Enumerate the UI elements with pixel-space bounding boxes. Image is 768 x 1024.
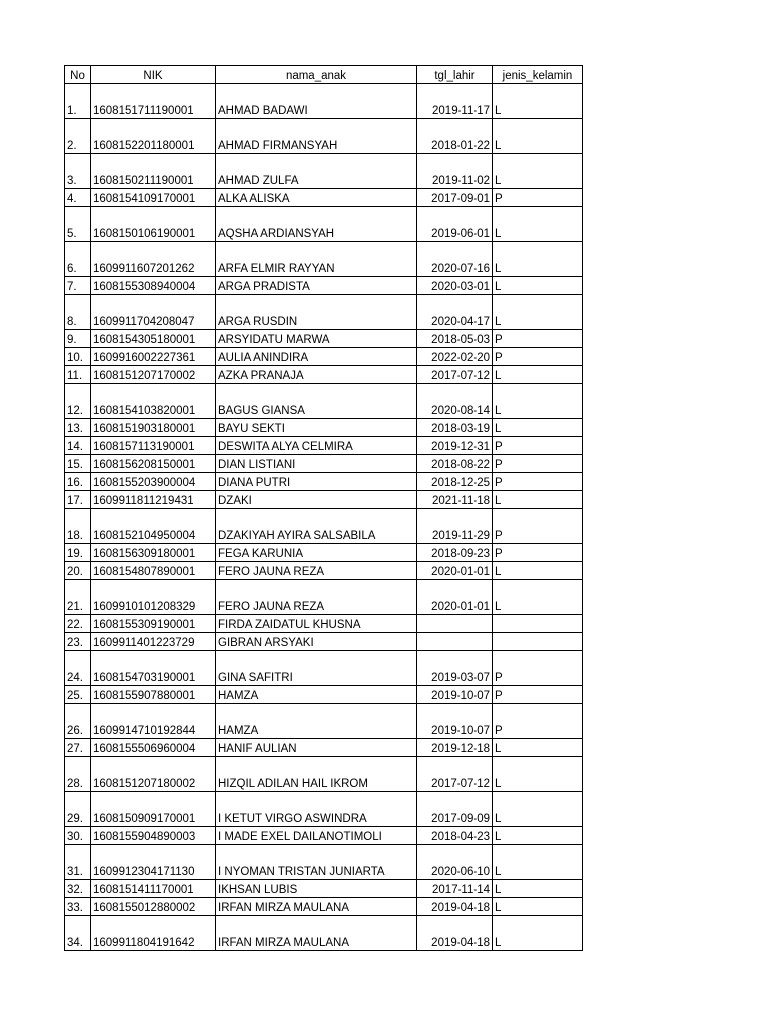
cell-nik: 1608155012880002 bbox=[91, 898, 216, 916]
table-row bbox=[65, 739, 583, 757]
cell-nama-anak: I MADE EXEL DAILANOTIMOLI bbox=[216, 827, 417, 845]
cell-tgl-lahir: 2019-04-18 bbox=[417, 898, 493, 916]
table-row bbox=[65, 455, 583, 473]
cell-nik: 1608155308940004 bbox=[91, 277, 216, 295]
cell-no: 5. bbox=[65, 207, 91, 242]
cell-nik: 1609911804191642 bbox=[91, 916, 216, 951]
cell-tgl-lahir: 2017-11-14 bbox=[417, 880, 493, 898]
cell-nik: 1608154109170001 bbox=[91, 189, 216, 207]
cell-tgl-lahir bbox=[417, 615, 493, 633]
cell-no: 6. bbox=[65, 242, 91, 277]
cell-tgl-lahir: 2017-07-12 bbox=[417, 757, 493, 792]
cell-no: 31. bbox=[65, 845, 91, 880]
data-table bbox=[64, 65, 583, 951]
cell-nik: 1608157113190001 bbox=[91, 437, 216, 455]
cell-no: 1. bbox=[65, 84, 91, 119]
table-row bbox=[65, 437, 583, 455]
cell-nama-anak: I KETUT VIRGO ASWINDRA bbox=[216, 792, 417, 827]
table-row bbox=[65, 491, 583, 509]
cell-nik: 1608156208150001 bbox=[91, 455, 216, 473]
cell-tgl-lahir: 2019-06-01 bbox=[417, 207, 493, 242]
table-row bbox=[65, 651, 583, 686]
header-nik: NIK bbox=[91, 66, 216, 84]
cell-no: 30. bbox=[65, 827, 91, 845]
cell-jenis-kelamin: L bbox=[493, 207, 583, 242]
cell-nama-anak: FEGA KARUNIA bbox=[216, 544, 417, 562]
cell-no: 11. bbox=[65, 366, 91, 384]
cell-tgl-lahir: 2018-03-19 bbox=[417, 419, 493, 437]
cell-jenis-kelamin: P bbox=[493, 704, 583, 739]
cell-no: 10. bbox=[65, 348, 91, 366]
cell-nik: 1608151903180001 bbox=[91, 419, 216, 437]
table-row bbox=[65, 295, 583, 330]
cell-nik: 1608151711190001 bbox=[91, 84, 216, 119]
cell-nama-anak: HAMZA bbox=[216, 686, 417, 704]
cell-tgl-lahir: 2018-05-03 bbox=[417, 330, 493, 348]
cell-tgl-lahir: 2017-07-12 bbox=[417, 366, 493, 384]
cell-no: 29. bbox=[65, 792, 91, 827]
table-row bbox=[65, 827, 583, 845]
cell-tgl-lahir: 2020-01-01 bbox=[417, 562, 493, 580]
cell-tgl-lahir: 2022-02-20 bbox=[417, 348, 493, 366]
header-jenis-kelamin: jenis_kelamin bbox=[493, 66, 583, 84]
table-row bbox=[65, 207, 583, 242]
cell-tgl-lahir: 2021-11-18 bbox=[417, 491, 493, 509]
cell-jenis-kelamin: L bbox=[493, 580, 583, 615]
table-row bbox=[65, 633, 583, 651]
cell-nik: 1608151207170002 bbox=[91, 366, 216, 384]
cell-nik: 1609914710192844 bbox=[91, 704, 216, 739]
cell-jenis-kelamin: L bbox=[493, 491, 583, 509]
table-row bbox=[65, 348, 583, 366]
cell-jenis-kelamin: L bbox=[493, 880, 583, 898]
cell-tgl-lahir: 2018-08-22 bbox=[417, 455, 493, 473]
table-row bbox=[65, 366, 583, 384]
cell-nama-anak: DIANA PUTRI bbox=[216, 473, 417, 491]
header-tgl-lahir: tgl_lahir bbox=[417, 66, 493, 84]
cell-no: 7. bbox=[65, 277, 91, 295]
cell-nama-anak: DZAKIYAH AYIRA SALSABILA bbox=[216, 509, 417, 544]
cell-no: 8. bbox=[65, 295, 91, 330]
table-row bbox=[65, 916, 583, 951]
table-row bbox=[65, 154, 583, 189]
cell-nik: 1609911401223729 bbox=[91, 633, 216, 651]
cell-nik: 1608155309190001 bbox=[91, 615, 216, 633]
cell-jenis-kelamin: P bbox=[493, 330, 583, 348]
cell-jenis-kelamin: L bbox=[493, 562, 583, 580]
cell-nik: 1608154103820001 bbox=[91, 384, 216, 419]
cell-jenis-kelamin: P bbox=[493, 509, 583, 544]
table-row bbox=[65, 704, 583, 739]
cell-nik: 1608155203900004 bbox=[91, 473, 216, 491]
cell-no: 20. bbox=[65, 562, 91, 580]
cell-no: 23. bbox=[65, 633, 91, 651]
cell-jenis-kelamin: L bbox=[493, 384, 583, 419]
cell-no: 24. bbox=[65, 651, 91, 686]
cell-nama-anak: ALKA ALISKA bbox=[216, 189, 417, 207]
table-row bbox=[65, 562, 583, 580]
cell-jenis-kelamin: L bbox=[493, 792, 583, 827]
cell-nama-anak: ARGA PRADISTA bbox=[216, 277, 417, 295]
table-row bbox=[65, 277, 583, 295]
cell-nama-anak: FERO JAUNA REZA bbox=[216, 562, 417, 580]
cell-nik: 1608150211190001 bbox=[91, 154, 216, 189]
cell-nik: 1609911607201262 bbox=[91, 242, 216, 277]
cell-tgl-lahir: 2020-04-17 bbox=[417, 295, 493, 330]
cell-tgl-lahir: 2019-11-17 bbox=[417, 84, 493, 119]
cell-no: 33. bbox=[65, 898, 91, 916]
table-row bbox=[65, 189, 583, 207]
cell-nik: 1609911704208047 bbox=[91, 295, 216, 330]
cell-nama-anak: IRFAN MIRZA MAULANA bbox=[216, 916, 417, 951]
cell-no: 4. bbox=[65, 189, 91, 207]
header-nama-anak: nama_anak bbox=[216, 66, 417, 84]
cell-tgl-lahir: 2019-12-31 bbox=[417, 437, 493, 455]
cell-nik: 1608152104950004 bbox=[91, 509, 216, 544]
cell-tgl-lahir: 2019-11-29 bbox=[417, 509, 493, 544]
cell-nik: 1608155907880001 bbox=[91, 686, 216, 704]
cell-nama-anak: DIAN LISTIANI bbox=[216, 455, 417, 473]
table-row bbox=[65, 757, 583, 792]
cell-nama-anak: BAGUS GIANSA bbox=[216, 384, 417, 419]
table-row bbox=[65, 330, 583, 348]
cell-tgl-lahir: 2020-06-10 bbox=[417, 845, 493, 880]
cell-jenis-kelamin: L bbox=[493, 242, 583, 277]
cell-nama-anak: HAMZA bbox=[216, 704, 417, 739]
table-row bbox=[65, 119, 583, 154]
table-row bbox=[65, 880, 583, 898]
cell-nama-anak: IRFAN MIRZA MAULANA bbox=[216, 898, 417, 916]
cell-jenis-kelamin: L bbox=[493, 419, 583, 437]
cell-nama-anak: HANIF AULIAN bbox=[216, 739, 417, 757]
cell-jenis-kelamin: P bbox=[493, 348, 583, 366]
table-row bbox=[65, 580, 583, 615]
cell-jenis-kelamin: P bbox=[493, 455, 583, 473]
cell-nama-anak: AHMAD ZULFA bbox=[216, 154, 417, 189]
cell-nik: 1608150909170001 bbox=[91, 792, 216, 827]
cell-no: 25. bbox=[65, 686, 91, 704]
table-row bbox=[65, 242, 583, 277]
cell-no: 9. bbox=[65, 330, 91, 348]
table-row bbox=[65, 509, 583, 544]
cell-jenis-kelamin: L bbox=[493, 154, 583, 189]
cell-tgl-lahir: 2018-12-25 bbox=[417, 473, 493, 491]
cell-nama-anak: AQSHA ARDIANSYAH bbox=[216, 207, 417, 242]
table-row bbox=[65, 686, 583, 704]
cell-nama-anak: ARGA RUSDIN bbox=[216, 295, 417, 330]
cell-jenis-kelamin: L bbox=[493, 277, 583, 295]
cell-no: 19. bbox=[65, 544, 91, 562]
cell-jenis-kelamin: P bbox=[493, 189, 583, 207]
cell-no: 26. bbox=[65, 704, 91, 739]
cell-nik: 1608152201180001 bbox=[91, 119, 216, 154]
cell-tgl-lahir: 2020-08-14 bbox=[417, 384, 493, 419]
cell-nik: 1608151411170001 bbox=[91, 880, 216, 898]
cell-nama-anak: AZKA PRANAJA bbox=[216, 366, 417, 384]
cell-jenis-kelamin: P bbox=[493, 686, 583, 704]
cell-nama-anak: I NYOMAN TRISTAN JUNIARTA bbox=[216, 845, 417, 880]
cell-nik: 1608155904890003 bbox=[91, 827, 216, 845]
cell-no: 3. bbox=[65, 154, 91, 189]
cell-no: 18. bbox=[65, 509, 91, 544]
cell-no: 12. bbox=[65, 384, 91, 419]
cell-tgl-lahir: 2019-11-02 bbox=[417, 154, 493, 189]
table-row bbox=[65, 384, 583, 419]
cell-no: 21. bbox=[65, 580, 91, 615]
cell-jenis-kelamin: L bbox=[493, 84, 583, 119]
cell-jenis-kelamin: L bbox=[493, 739, 583, 757]
cell-nama-anak: ARFA ELMIR RAYYAN bbox=[216, 242, 417, 277]
cell-no: 17. bbox=[65, 491, 91, 509]
table-row bbox=[65, 615, 583, 633]
cell-tgl-lahir: 2019-12-18 bbox=[417, 739, 493, 757]
cell-nama-anak: DZAKI bbox=[216, 491, 417, 509]
table-row bbox=[65, 898, 583, 916]
cell-nik: 1609911811219431 bbox=[91, 491, 216, 509]
cell-jenis-kelamin bbox=[493, 633, 583, 651]
cell-nama-anak: DESWITA ALYA CELMIRA bbox=[216, 437, 417, 455]
cell-tgl-lahir: 2018-04-23 bbox=[417, 827, 493, 845]
cell-nama-anak: GIBRAN ARSYAKI bbox=[216, 633, 417, 651]
cell-jenis-kelamin: L bbox=[493, 295, 583, 330]
cell-nama-anak: AHMAD BADAWI bbox=[216, 84, 417, 119]
cell-tgl-lahir: 2018-09-23 bbox=[417, 544, 493, 562]
cell-tgl-lahir: 2017-09-09 bbox=[417, 792, 493, 827]
cell-jenis-kelamin: P bbox=[493, 544, 583, 562]
cell-nik: 1609912304171130 bbox=[91, 845, 216, 880]
cell-jenis-kelamin: P bbox=[493, 437, 583, 455]
cell-nama-anak: FERO JAUNA REZA bbox=[216, 580, 417, 615]
cell-tgl-lahir: 2020-03-01 bbox=[417, 277, 493, 295]
cell-no: 27. bbox=[65, 739, 91, 757]
cell-nik: 1608155506960004 bbox=[91, 739, 216, 757]
cell-nik: 1608154703190001 bbox=[91, 651, 216, 686]
cell-tgl-lahir: 2019-03-07 bbox=[417, 651, 493, 686]
cell-no: 16. bbox=[65, 473, 91, 491]
cell-no: 32. bbox=[65, 880, 91, 898]
cell-tgl-lahir: 2020-01-01 bbox=[417, 580, 493, 615]
cell-jenis-kelamin: L bbox=[493, 845, 583, 880]
cell-jenis-kelamin: L bbox=[493, 366, 583, 384]
cell-nik: 1609916002227361 bbox=[91, 348, 216, 366]
cell-jenis-kelamin: P bbox=[493, 473, 583, 491]
cell-no: 2. bbox=[65, 119, 91, 154]
header-row bbox=[65, 66, 583, 84]
cell-tgl-lahir bbox=[417, 633, 493, 651]
cell-tgl-lahir: 2019-10-07 bbox=[417, 686, 493, 704]
cell-nik: 1608156309180001 bbox=[91, 544, 216, 562]
cell-tgl-lahir: 2018-01-22 bbox=[417, 119, 493, 154]
cell-nama-anak: BAYU SEKTI bbox=[216, 419, 417, 437]
table-row bbox=[65, 84, 583, 119]
cell-nama-anak: AHMAD FIRMANSYAH bbox=[216, 119, 417, 154]
cell-tgl-lahir: 2019-04-18 bbox=[417, 916, 493, 951]
cell-no: 22. bbox=[65, 615, 91, 633]
cell-tgl-lahir: 2020-07-16 bbox=[417, 242, 493, 277]
cell-no: 13. bbox=[65, 419, 91, 437]
cell-nik: 1608151207180002 bbox=[91, 757, 216, 792]
header-no: No bbox=[65, 66, 91, 84]
cell-no: 15. bbox=[65, 455, 91, 473]
cell-jenis-kelamin: L bbox=[493, 916, 583, 951]
cell-nik: 1608150106190001 bbox=[91, 207, 216, 242]
table-row bbox=[65, 419, 583, 437]
cell-jenis-kelamin: L bbox=[493, 757, 583, 792]
table-row bbox=[65, 792, 583, 827]
cell-no: 34. bbox=[65, 916, 91, 951]
cell-jenis-kelamin bbox=[493, 615, 583, 633]
cell-nama-anak: ARSYIDATU MARWA bbox=[216, 330, 417, 348]
cell-jenis-kelamin: L bbox=[493, 119, 583, 154]
cell-nama-anak: IKHSAN LUBIS bbox=[216, 880, 417, 898]
table-row bbox=[65, 845, 583, 880]
cell-tgl-lahir: 2017-09-01 bbox=[417, 189, 493, 207]
cell-jenis-kelamin: L bbox=[493, 898, 583, 916]
cell-nama-anak: FIRDA ZAIDATUL KHUSNA bbox=[216, 615, 417, 633]
cell-nama-anak: HIZQIL ADILAN HAIL IKROM bbox=[216, 757, 417, 792]
cell-nik: 1608154305180001 bbox=[91, 330, 216, 348]
cell-nama-anak: GINA SAFITRI bbox=[216, 651, 417, 686]
cell-no: 28. bbox=[65, 757, 91, 792]
cell-jenis-kelamin: L bbox=[493, 827, 583, 845]
table-row bbox=[65, 544, 583, 562]
table-row bbox=[65, 473, 583, 491]
cell-no: 14. bbox=[65, 437, 91, 455]
cell-nik: 1608154807890001 bbox=[91, 562, 216, 580]
cell-jenis-kelamin: P bbox=[493, 651, 583, 686]
cell-nik: 1609910101208329 bbox=[91, 580, 216, 615]
cell-nama-anak: AULIA ANINDIRA bbox=[216, 348, 417, 366]
cell-tgl-lahir: 2019-10-07 bbox=[417, 704, 493, 739]
